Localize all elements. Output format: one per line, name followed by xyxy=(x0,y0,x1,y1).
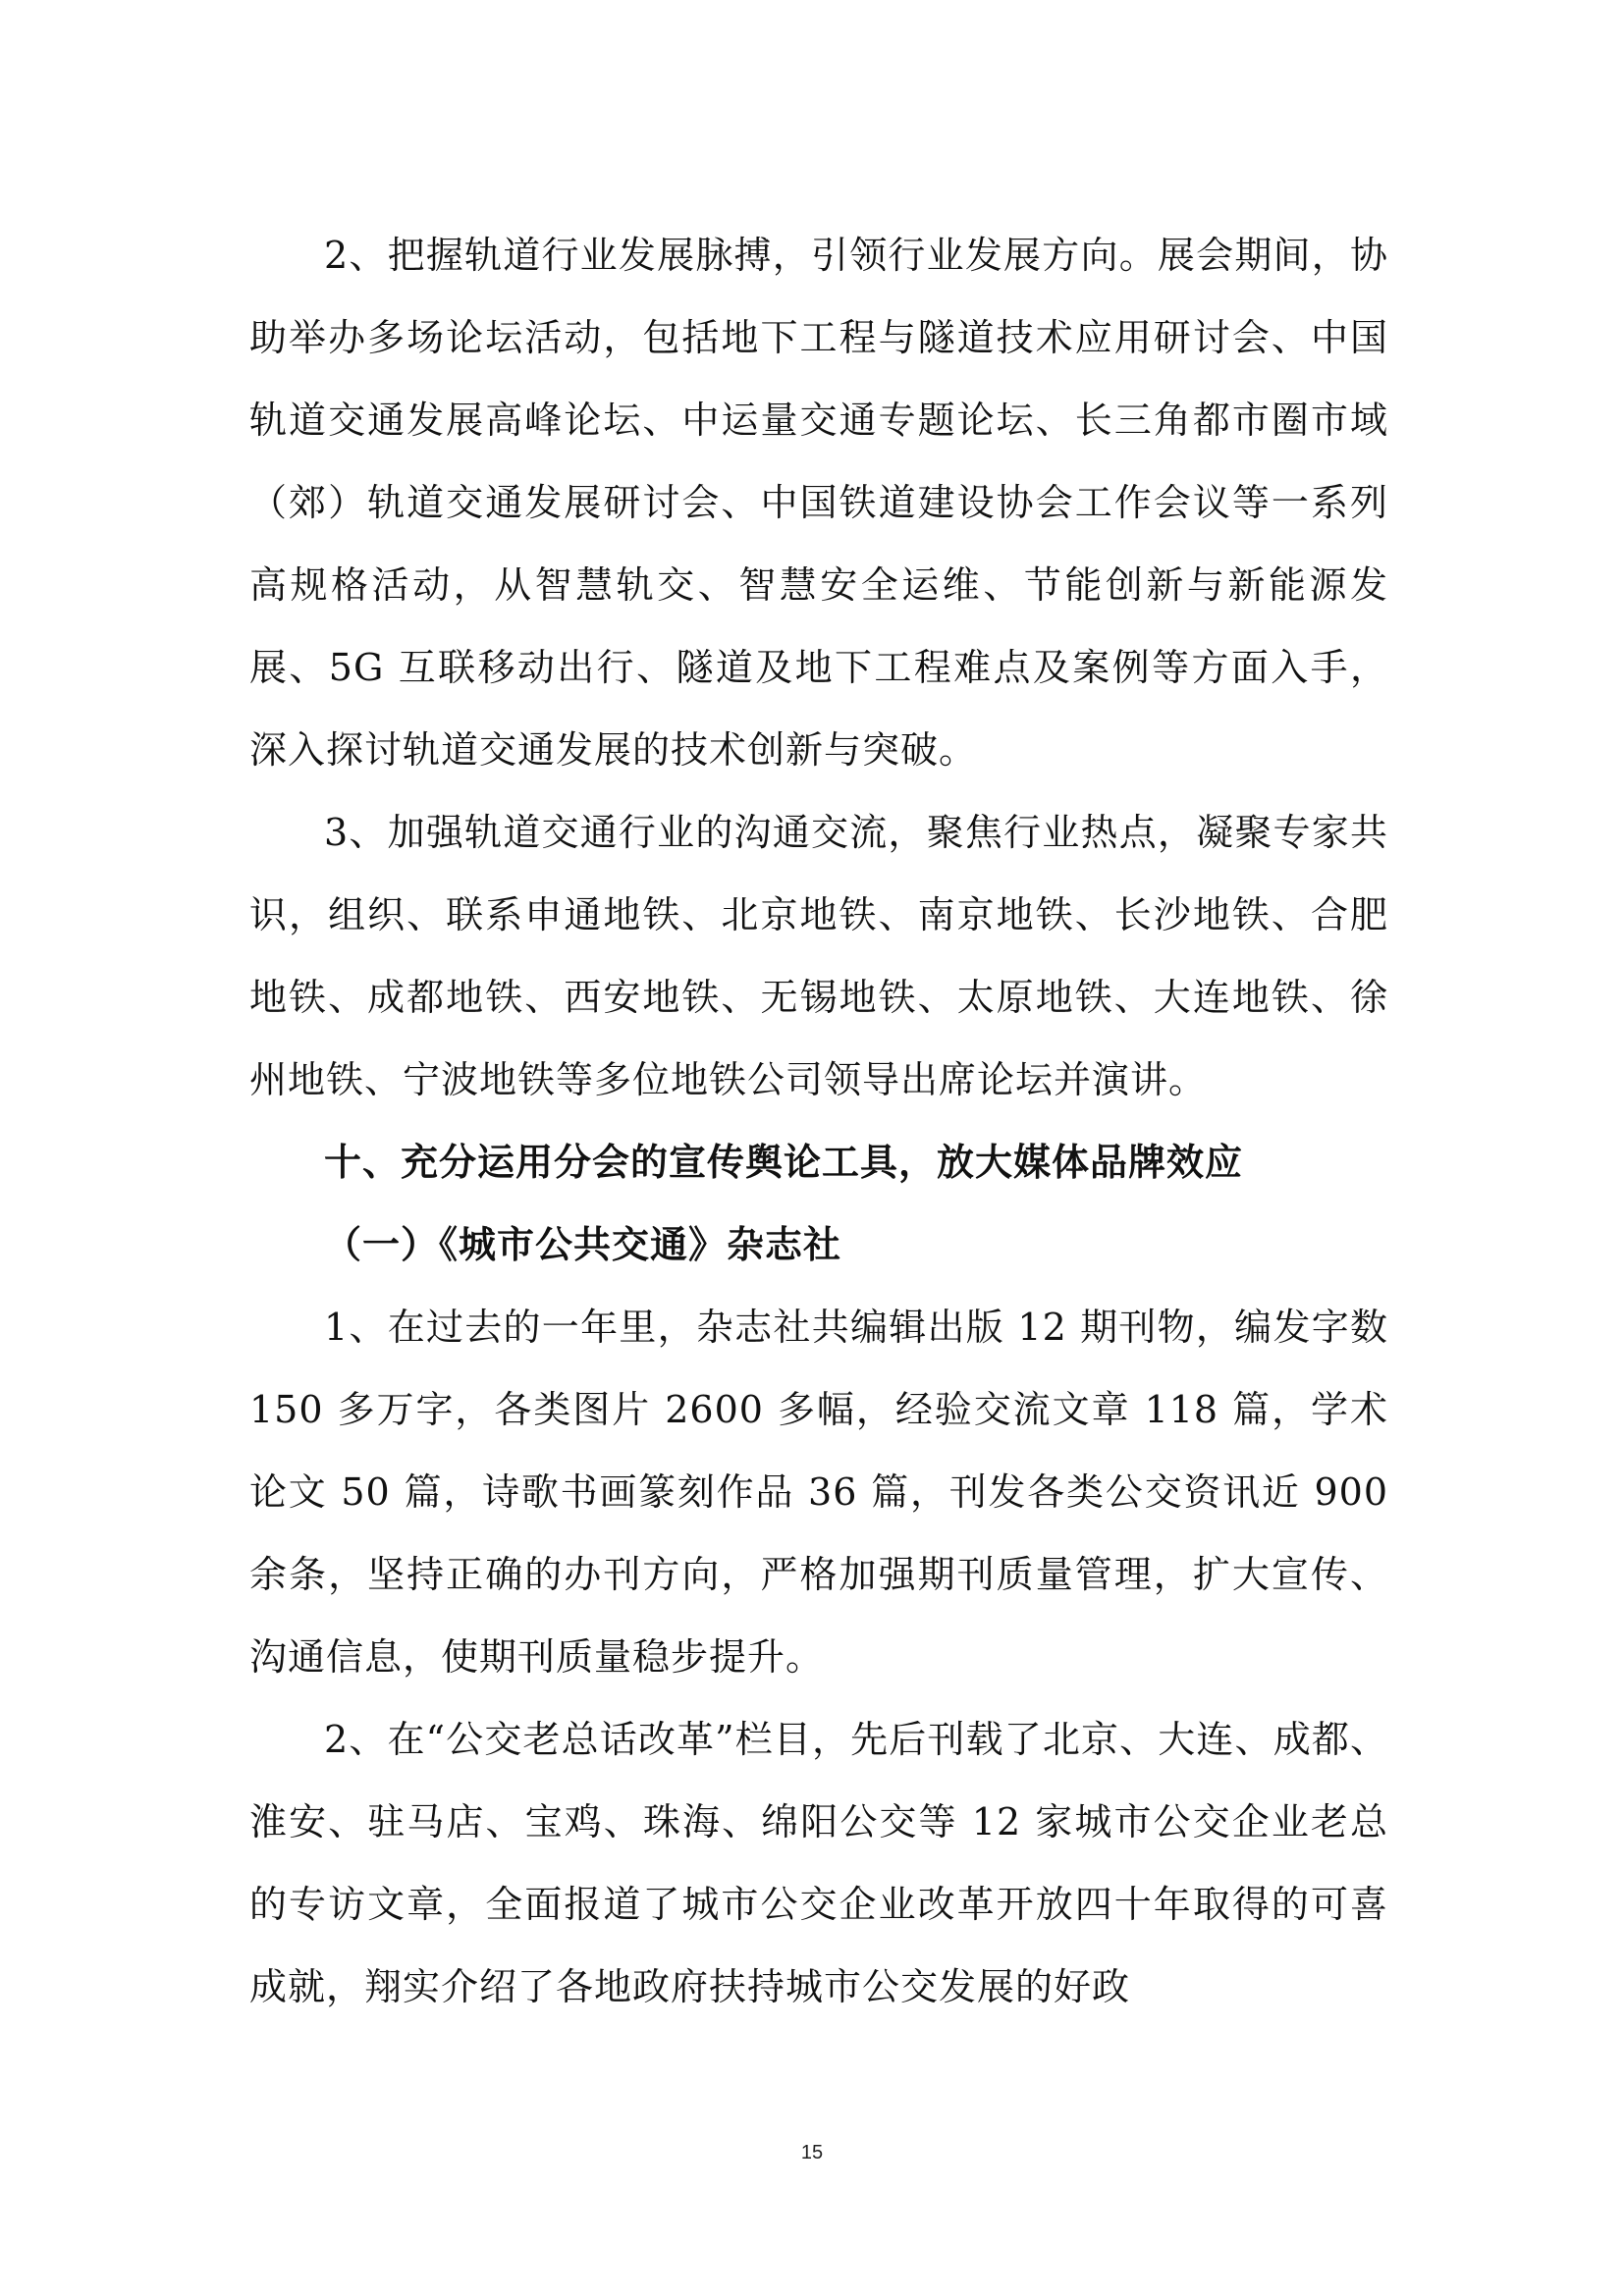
paragraph-reform-column: 2、在“公交老总话改革”栏目，先后刊载了北京、大连、成都、淮安、驻马店、宝鸡、珠海、绵阳公交等 12 家城市公交企业老总的专访文章，全面报道了城市公交企业改革开放四十年取得的可喜成就，翔实介绍了各地政府扶持城市公交发展的好政 xyxy=(249,1718,1388,2008)
paragraph-magazine-output: 1、在过去的一年里，杂志社共编辑出版 12 期刊物，编发字数 150 多万字，各类图片 2600 多幅，经验交流文章 118 篇，学术论文 50 篇，诗歌书画篆刻作品 36 篇，刊发各类公交资讯近 900 余条，坚持正确的办刊方向，严格加强期刊质量管理，扩大宣传、沟通信息，使期刊质量稳步提升。 xyxy=(249,1306,1388,1679)
document-body xyxy=(249,214,1388,2028)
subsection-heading: （一）《城市公共交通》杂志社 xyxy=(324,1223,842,1266)
page-number: 15 xyxy=(800,2142,824,2163)
paragraph-rail-forums: 2、把握轨道行业发展脉搏，引领行业发展方向。展会期间，协助举办多场论坛活动，包括地下工程与隧道技术应用研讨会、中国轨道交通发展高峰论坛、中运量交通专题论坛、长三角都市圈市域（郊）轨道交通发展研讨会、中国铁道建设协会工作会议等一系列高规格活动，从智慧轨交、智慧安全运维、节能创新与新能源发展、5G 互联移动出行、隧道及地下工程难点及案例等方面入手，深入探讨轨道交通发展的技术创新与突破。 xyxy=(249,234,1388,772)
section-heading: 十、充分运用分会的宣传舆论工具，放大媒体品牌效应 xyxy=(324,1141,1244,1184)
paragraph-rail-exchange: 3、加强轨道交通行业的沟通交流，聚焦行业热点，凝聚专家共识，组织、联系申通地铁、北京地铁、南京地铁、长沙地铁、合肥地铁、成都地铁、西安地铁、无锡地铁、太原地铁、大连地铁、徐州地铁、宁波地铁等多位地铁公司领导出席论坛并演讲。 xyxy=(249,811,1388,1101)
